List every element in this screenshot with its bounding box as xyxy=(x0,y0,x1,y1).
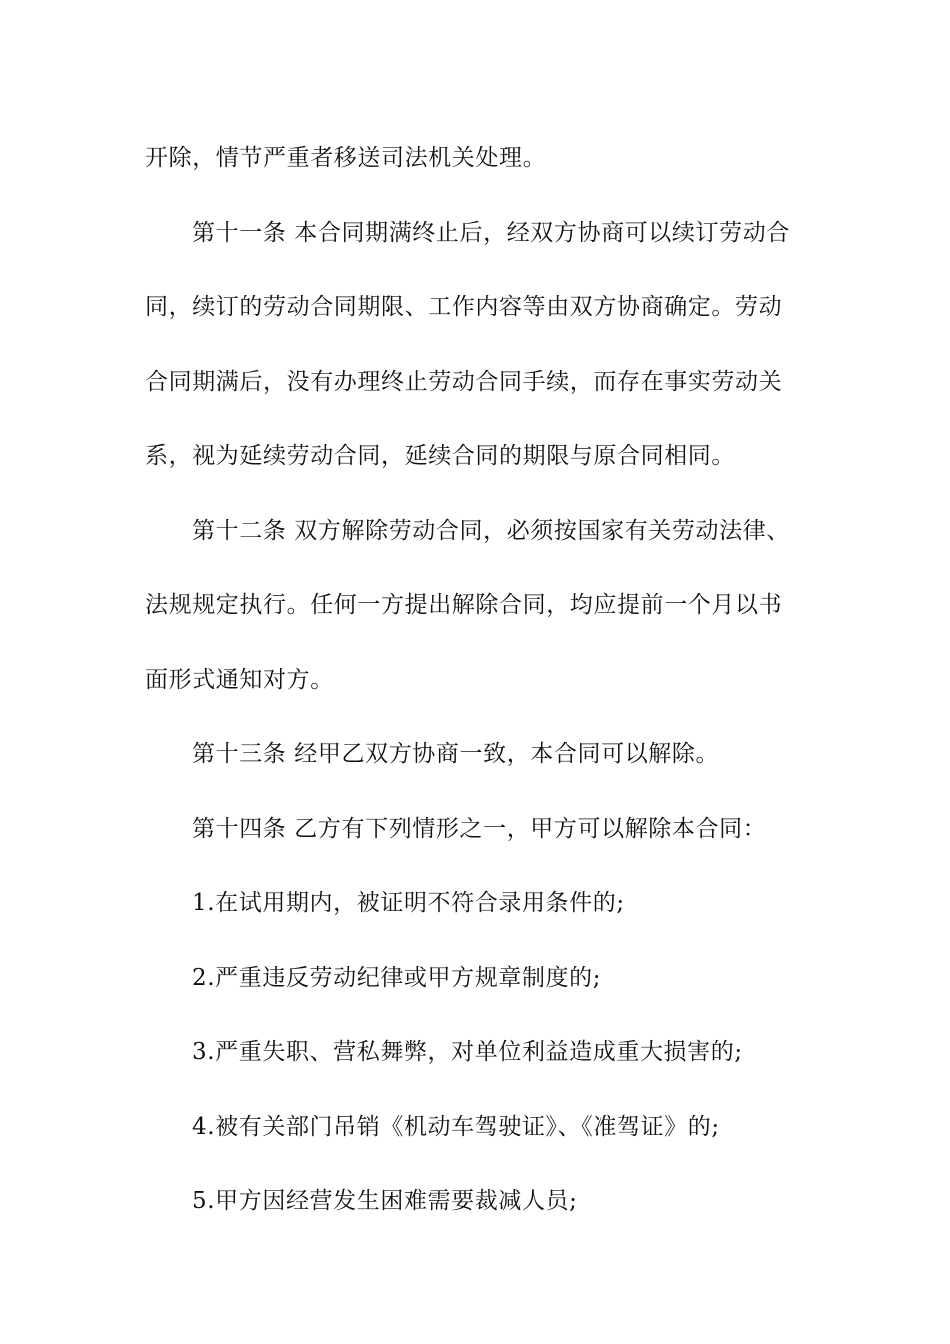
article-11-heading-line: 第十一条 本合同期满终止后，经双方协商可以续订劳动合 xyxy=(192,219,790,246)
list-item-5: 5.甲方因经营发生困难需要裁减人员; xyxy=(192,1188,578,1214)
list-item-2: 2.严重违反劳动纪律或甲方规章制度的; xyxy=(192,964,602,991)
article-13-line: 第十三条 经甲乙双方协商一致，本合同可以解除。 xyxy=(192,741,720,767)
text-line-1: 开除，情节严重者移送司法机关处理。 xyxy=(145,145,547,171)
article-12-heading-line: 第十二条 双方解除劳动合同，必须按国家有关劳动法律、 xyxy=(192,517,790,544)
article-14-line: 第十四条 乙方有下列情形之一，甲方可以解除本合同： xyxy=(192,815,767,842)
text-line-8: 面形式通知对方。 xyxy=(145,666,334,693)
list-item-1: 1.在试用期内，被证明不符合录用条件的; xyxy=(192,890,625,916)
document-page xyxy=(145,121,810,1239)
text-line-5: 系，视为延续劳动合同，延续合同的期限与原合同相同。 xyxy=(145,443,735,469)
text-line-4: 合同期满后，没有办理终止劳动合同手续，而存在事实劳动关 xyxy=(145,368,783,395)
text-line-7: 法规规定执行。任何一方提出解除合同，均应提前一个月以书 xyxy=(145,592,783,618)
list-item-3: 3.严重失职、营私舞弊，对单位利益造成重大损害的; xyxy=(192,1039,743,1065)
list-item-4: 4.被有关部门吊销《机动车驾驶证》、《准驾证》的; xyxy=(192,1113,720,1140)
text-line-3: 同，续订的劳动合同期限、工作内容等由双方协商确定。劳动 xyxy=(145,294,783,320)
